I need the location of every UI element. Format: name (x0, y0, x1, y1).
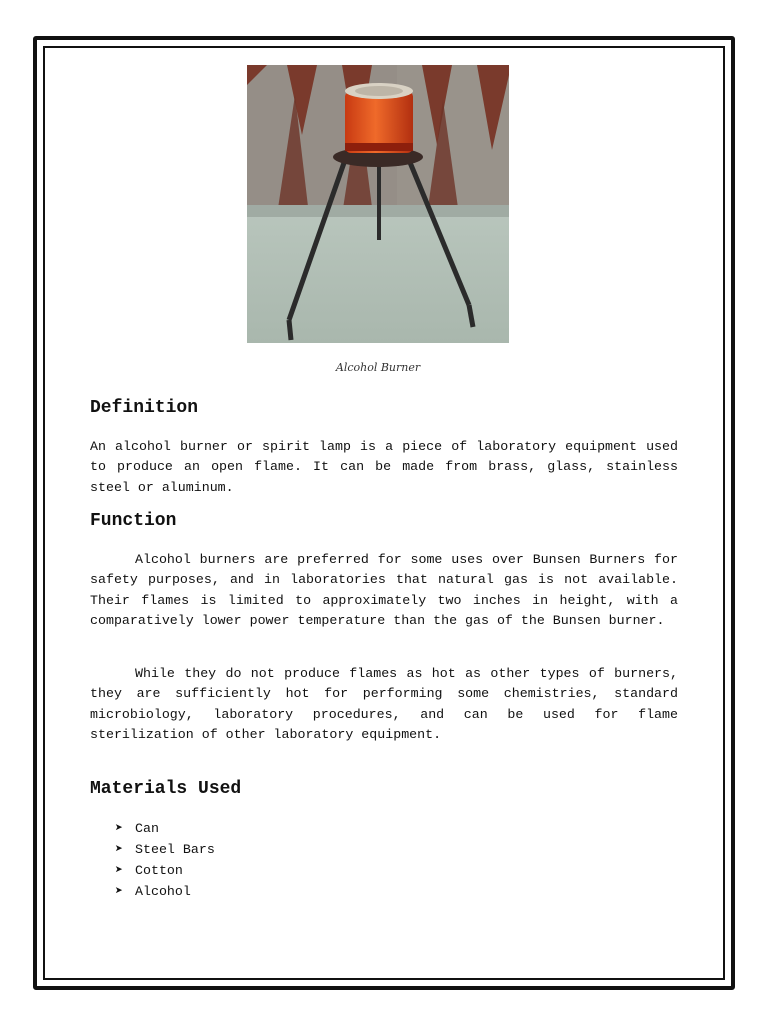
list-item (115, 818, 215, 839)
material-label: Alcohol (135, 884, 191, 899)
material-label: Cotton (135, 863, 183, 878)
arrow-bullet-icon: ➤ (115, 842, 124, 857)
function-paragraph-1: Alcohol burners are preferred for some uses over Bunsen Burners for safety purposes, and in laboratories that natural gas is not available. Their flames is limited to approximately two inches in height, with a comparatively lower power temperature than the gas of the Bunsen burner. (90, 552, 678, 628)
function-paragraph-2: While they do not produce flames as hot as other types of burners, they are sufficiently hot for performing some chemistries, standard microbiology, laboratory procedures, and can be used for flame sterilization of other laboratory equipment. (90, 666, 678, 742)
definition-text: An alcohol burner or spirit lamp is a piece of laboratory equipment used to produce an open flame. It can be made from brass, glass, stainless steel or aluminum. (90, 439, 678, 495)
alcohol-burner-photo (247, 65, 509, 343)
definition-heading: Definition (90, 398, 199, 418)
material-label: Steel Bars (135, 842, 215, 857)
arrow-bullet-icon: ➤ (115, 863, 124, 878)
arrow-bullet-icon: ➤ (115, 821, 124, 836)
material-label: Can (135, 821, 159, 836)
figure-caption: Alcohol Burner (335, 361, 421, 374)
arrow-bullet-icon: ➤ (115, 884, 124, 899)
list-item (115, 881, 215, 902)
materials-list (115, 818, 215, 902)
materials-heading: Materials Used (90, 779, 242, 799)
function-heading: Function (90, 511, 177, 531)
list-item (115, 860, 215, 881)
list-item (115, 839, 215, 860)
